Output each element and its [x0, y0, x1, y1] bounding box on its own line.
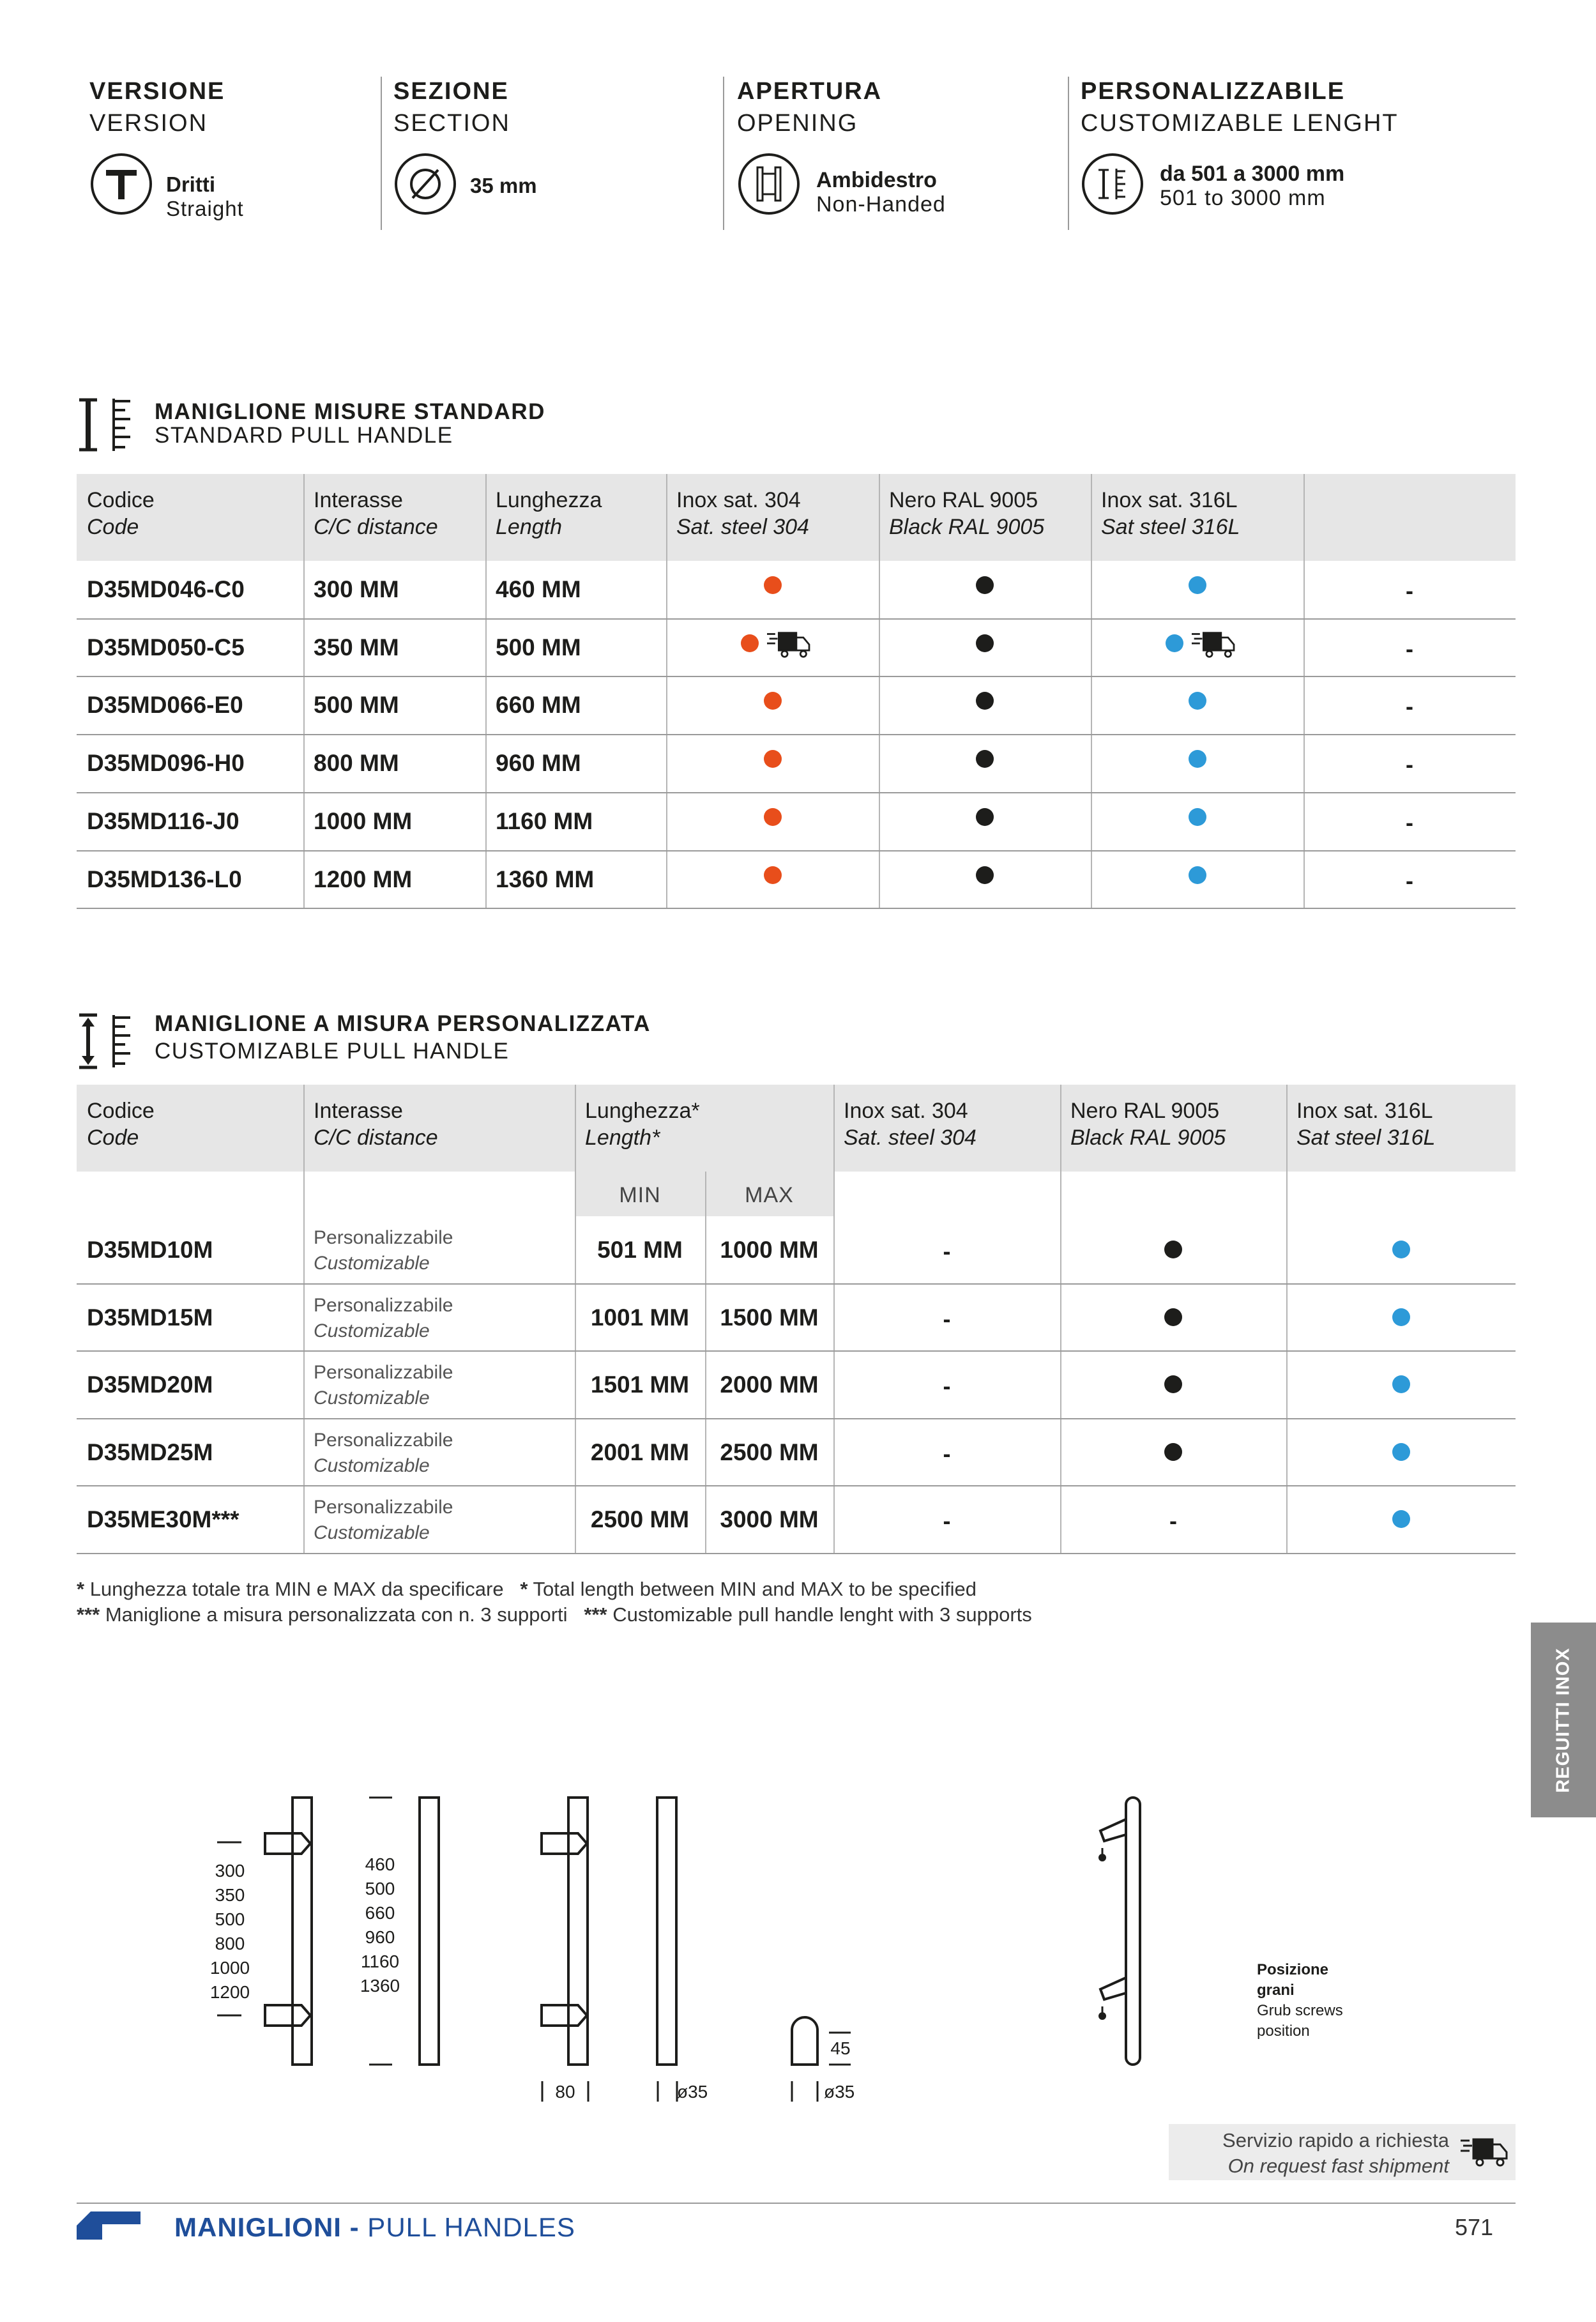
- cc-distance-cell: 1000 MM: [314, 807, 413, 834]
- length-cell: 960 MM: [496, 750, 581, 777]
- empty-cell: -: [1406, 809, 1413, 836]
- max-label: MAX: [745, 1183, 794, 1207]
- min-length-cell: 501 MM: [597, 1237, 683, 1263]
- standard-subtitle: STANDARD PULL HANDLE: [155, 423, 453, 448]
- spec-section-sub: SECTION: [393, 110, 510, 137]
- cc-distance-cell: Personalizzabile Customizable: [314, 1362, 453, 1409]
- max-length-cell: 2500 MM: [720, 1439, 819, 1465]
- fast-shipment-text: Servizio rapido a richiesta On request fast shipment: [1222, 2129, 1449, 2177]
- length-cell: 460 MM: [496, 576, 581, 602]
- empty-cell: -: [1406, 693, 1413, 720]
- cc-dim-value: 800: [215, 1934, 245, 1953]
- code-cell: D35MD25M: [87, 1439, 213, 1465]
- length-cell: 660 MM: [496, 692, 581, 719]
- length-dim-value: 660: [365, 1903, 395, 1923]
- length-dim-value: 500: [365, 1879, 395, 1898]
- footnote-supports: *** Maniglione a misura personalizzata con n. 3 supporti *** Customizable pull handle lenght with 3 supports: [77, 1603, 1032, 1626]
- fast-shipment-note: [1169, 2124, 1516, 2180]
- empty-cell: -: [943, 1373, 951, 1400]
- empty-cell: -: [1406, 751, 1413, 778]
- handle-grub-view: [1126, 1798, 1140, 2065]
- cc-dim-values: [204, 1859, 255, 2005]
- custom-subtitle: CUSTOMIZABLE PULL HANDLE: [155, 1039, 510, 1064]
- code-cell: D35MD10M: [87, 1237, 213, 1263]
- custom-column-header: Inox sat. 304 Sat. steel 304: [844, 1099, 977, 1150]
- min-length-cell: 2500 MM: [590, 1506, 690, 1533]
- spec-version-value: Dritti Straight: [166, 172, 244, 220]
- cc-distance-cell: Personalizzabile Customizable: [314, 1227, 453, 1274]
- spec-opening-value: Ambidestro Non-Handed: [816, 168, 946, 217]
- empty-cell: -: [943, 1305, 951, 1332]
- custom-column-header: Lunghezza* Length*: [585, 1099, 700, 1150]
- cc-dim-value: 500: [215, 1909, 245, 1929]
- footnote-length: * Lunghezza totale tra MIN e MAX da specificare * Total length between MIN and MAX to be specified: [77, 1578, 977, 1600]
- dim-diameter-bar: ø35: [677, 2082, 708, 2102]
- spec-version-sub: VERSION: [89, 110, 208, 137]
- max-length-cell: 1000 MM: [720, 1237, 819, 1263]
- length-dim-values: [354, 1852, 406, 1998]
- empty-cell: -: [1169, 1508, 1177, 1534]
- length-cell: 1160 MM: [496, 807, 593, 834]
- cc-distance-cell: 1200 MM: [314, 866, 413, 892]
- cc-distance-cell: 800 MM: [314, 750, 399, 777]
- max-length-cell: 3000 MM: [720, 1506, 819, 1533]
- code-cell: D35MD046-C0: [87, 576, 245, 602]
- length-cell: 1360 MM: [496, 866, 595, 892]
- dim-80: 80: [555, 2082, 575, 2102]
- dim-diameter-cap: ø35: [824, 2082, 855, 2102]
- code-cell: D35MD136-L0: [87, 866, 242, 892]
- spec-custom-sub: CUSTOMIZABLE LENGHT: [1081, 110, 1399, 137]
- cc-dim-value: 350: [215, 1885, 245, 1905]
- min-length-cell: 1001 MM: [590, 1304, 690, 1331]
- cc-distance-cell: 500 MM: [314, 692, 399, 719]
- spec-version-title: VERSIONE: [89, 78, 225, 105]
- code-cell: D35MD050-C5: [87, 634, 245, 661]
- brand-logo: [77, 2211, 141, 2240]
- spec-section-title: SEZIONE: [393, 78, 509, 105]
- cc-distance-cell: Personalizzabile Customizable: [314, 1294, 453, 1341]
- min-label: MIN: [619, 1183, 661, 1207]
- cc-distance-cell: 350 MM: [314, 634, 399, 661]
- standard-title: MANIGLIONE MISURE STANDARD: [155, 399, 545, 424]
- length-dim-value: 1360: [360, 1976, 400, 1996]
- cc-dim-value: 1200: [209, 1982, 250, 2002]
- custom-column-header: Interasse C/C distance: [314, 1099, 438, 1150]
- spec-custom-value: da 501 a 3000 mm 501 to 3000 mm: [1160, 162, 1345, 210]
- standard-column-header: Inox sat. 316L Sat steel 316L: [1101, 488, 1240, 539]
- max-length-cell: 1500 MM: [720, 1304, 819, 1331]
- custom-title: MANIGLIONE A MISURA PERSONALIZZATA: [155, 1011, 651, 1036]
- spec-section-value: 35 mm: [470, 174, 537, 197]
- empty-cell: -: [1406, 635, 1413, 662]
- empty-cell: -: [1406, 577, 1413, 604]
- empty-cell: -: [943, 1508, 951, 1534]
- length-cell: 500 MM: [496, 634, 581, 661]
- min-length-cell: 2001 MM: [590, 1439, 690, 1465]
- code-cell: D35ME30M***: [87, 1506, 239, 1533]
- standard-column-header: Codice Code: [87, 488, 155, 539]
- empty-cell: -: [943, 1440, 951, 1467]
- max-length-cell: 2000 MM: [720, 1371, 819, 1398]
- spec-opening-sub: OPENING: [737, 110, 858, 137]
- grub-screws-label: Posizione grani Grub screws position: [1257, 1961, 1343, 2040]
- truck-icon: [1459, 2137, 1508, 2167]
- code-cell: D35MD20M: [87, 1371, 213, 1398]
- code-cell: D35MD066-E0: [87, 692, 243, 719]
- custom-column-header: Codice Code: [87, 1099, 155, 1150]
- standard-column-header: Nero RAL 9005 Black RAL 9005: [889, 488, 1045, 539]
- code-cell: D35MD096-H0: [87, 750, 245, 777]
- custom-column-header: Nero RAL 9005 Black RAL 9005: [1070, 1099, 1226, 1150]
- cc-dim-value: 1000: [209, 1958, 250, 1978]
- empty-cell: -: [943, 1238, 951, 1264]
- standard-column-header: Inox sat. 304 Sat. steel 304: [676, 488, 809, 539]
- custom-column-header: Inox sat. 316L Sat steel 316L: [1296, 1099, 1436, 1150]
- handle-end-cap: [792, 2017, 817, 2065]
- dim-45: 45: [830, 2038, 851, 2058]
- standard-column-header: Interasse C/C distance: [314, 488, 438, 539]
- empty-cell: -: [1406, 867, 1413, 894]
- spec-opening-title: APERTURA: [737, 78, 883, 105]
- code-cell: D35MD116-J0: [87, 807, 239, 834]
- code-cell: D35MD15M: [87, 1304, 213, 1331]
- min-length-cell: 1501 MM: [590, 1371, 690, 1398]
- length-dim-value: 960: [365, 1927, 395, 1947]
- handle-bar-view: [420, 1798, 439, 2065]
- cc-distance-cell: 300 MM: [314, 576, 399, 602]
- spec-custom-title: PERSONALIZZABILE: [1081, 78, 1346, 105]
- side-tab-label: REGUITTI INOX: [1553, 1647, 1574, 1793]
- footer-title: MANIGLIONI - PULL HANDLES: [174, 2212, 575, 2242]
- standard-column-header: Lunghezza Length: [496, 488, 602, 539]
- cc-distance-cell: Personalizzabile Customizable: [314, 1497, 453, 1544]
- length-dim-value: 1160: [360, 1952, 400, 1971]
- length-dim-value: 460: [365, 1854, 395, 1874]
- footer-rule: [77, 2203, 1516, 2204]
- cc-distance-cell: Personalizzabile Customizable: [314, 1429, 453, 1476]
- page-number: 571: [1455, 2214, 1494, 2240]
- cc-dim-value: 300: [215, 1861, 245, 1881]
- handle-section-view: [657, 1798, 676, 2065]
